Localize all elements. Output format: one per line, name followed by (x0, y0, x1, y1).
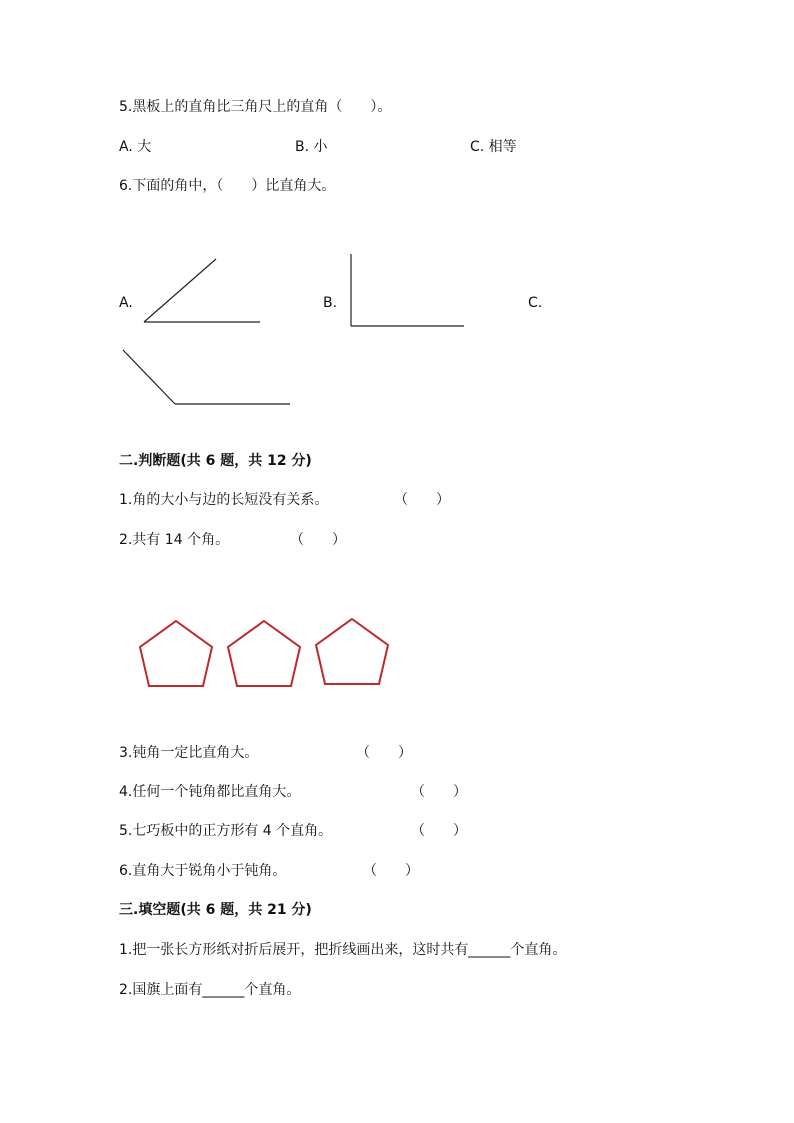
question-5-option-a: A. 大 (119, 139, 152, 155)
judge-item-6: 6.直角大于锐角小于钝角。 (119, 863, 287, 879)
judge-item-1-paren: （ ） (394, 492, 450, 508)
fill-item-1: 1.把一张长方形纸对折后展开，把折线画出来，这时共有______个直角。 (119, 942, 567, 958)
fill-item-2: 2.国旗上面有______个直角。 (119, 982, 301, 998)
judge-item-1: 1.角的大小与边的长短没有关系。 (119, 492, 329, 508)
judge-item-5: 5.七巧板中的正方形有 4 个直角。 (119, 823, 333, 839)
question-5-option-c: C. 相等 (470, 139, 517, 155)
question-6-text: 6.下面的角中，（ ）比直角大。 (119, 178, 336, 194)
question-5-text: 5.黑板上的直角比三角尺上的直角（ ）。 (119, 99, 392, 115)
judge-item-4-paren: （ ） (411, 784, 467, 800)
section-fill-heading: 三.填空题(共 6 题，共 21 分) (119, 902, 312, 918)
judge-item-2: 2.共有 14 个角。 (119, 532, 230, 548)
pentagon-1 (140, 621, 212, 686)
question-6-label-a: A. (119, 295, 133, 311)
question-6-label-b: B. (323, 295, 338, 311)
judge-item-2-paren: （ ） (290, 532, 346, 548)
judge-item-3: 3.钝角一定比直角大。 (119, 745, 259, 761)
judge-item-6-paren: （ ） (363, 863, 419, 879)
question-6-label-c: C. (528, 295, 543, 311)
section-judge-heading: 二.判断题(共 6 题，共 12 分) (119, 453, 312, 469)
judge-item-5-paren: （ ） (411, 823, 467, 839)
judge-item-3-paren: （ ） (356, 745, 412, 761)
judge-item-4: 4.任何一个钝角都比直角大。 (119, 784, 301, 800)
pentagon-3 (316, 619, 388, 684)
pentagon-2 (228, 621, 300, 686)
question-5-option-b: B. 小 (295, 139, 328, 155)
